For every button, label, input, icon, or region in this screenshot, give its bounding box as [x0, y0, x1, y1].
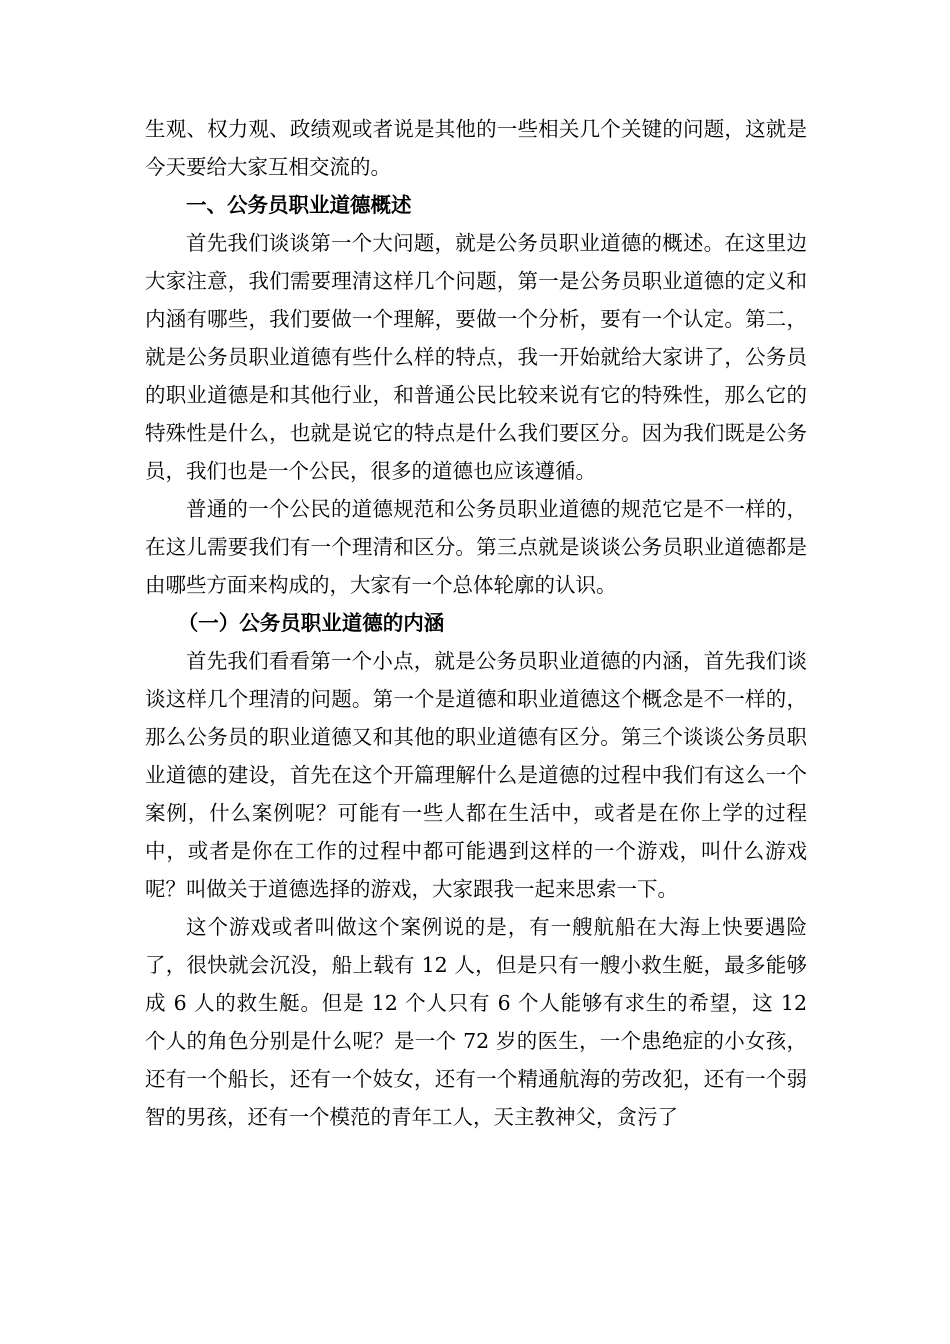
- document-page: [145, 110, 807, 1136]
- paragraph-case-study: 这个游戏或者叫做这个案例说的是，有一艘航船在大海上快要遇险了，很快就会沉没，船上载有 12 人，但是只有一艘小救生艇，最多能够成 6 人的救生艇。但是 12 个人只有 6 个人能够有求生的希望，这 12 个人的角色分别是什么呢？是一个 72 岁的医生，一个患绝症的小女孩，还有一个船长，还有一个妓女，还有一个精通航海的劳改犯，还有一个弱智的男孩，还有一个模范的青年工人，天主教神父，贪污了: [145, 915, 807, 1129]
- paragraph-continuation: 生观、权力观、政绩观或者说是其他的一些相关几个关键的问题，这就是今天要给大家互相交流的。: [145, 117, 807, 179]
- paragraph-connotation: 首先我们看看第一个小点，就是公务员职业道德的内涵，首先我们谈谈这样几个理清的问题。第一个是道德和职业道德这个概念是不一样的，那么公务员的职业道德又和其他的职业道德有区分。第三个谈谈公务员职业道德的建设，首先在这个开篇理解什么是道德的过程中我们有这么一个案例，什么案例呢？可能有一些人都在生活中，或者是在你上学的过程中，或者是你在工作的过程中都可能遇到这样的一个游戏，叫什么游戏呢？叫做关于道德选择的游戏，大家跟我一起来思索一下。: [145, 649, 807, 901]
- subsection-heading: （一）公务员职业道德的内涵: [177, 611, 445, 635]
- paragraph-overview: 首先我们谈谈第一个大问题，就是公务员职业道德的概述。在这里边大家注意，我们需要理清这样几个问题，第一是公务员职业道德的定义和内涵有哪些，我们要做一个理解，要做一个分析，要有一个认定。第二，就是公务员职业道德有些什么样的特点，我一开始就给大家讲了，公务员的职业道德是和其他行业，和普通公民比较来说有它的特殊性，那么它的特殊性是什么，也就是说它的特点是什么我们要区分。因为我们既是公务员，我们也是一个公民，很多的道德也应该遵循。: [145, 231, 807, 483]
- paragraph-distinction: 普通的一个公民的道德规范和公务员职业道德的规范它是不一样的，在这儿需要我们有一个理清和区分。第三点就是谈谈公务员职业道德都是由哪些方面来构成的，大家有一个总体轮廓的认识。: [145, 497, 807, 597]
- section-heading: 一、公务员职业道德概述: [186, 193, 412, 217]
